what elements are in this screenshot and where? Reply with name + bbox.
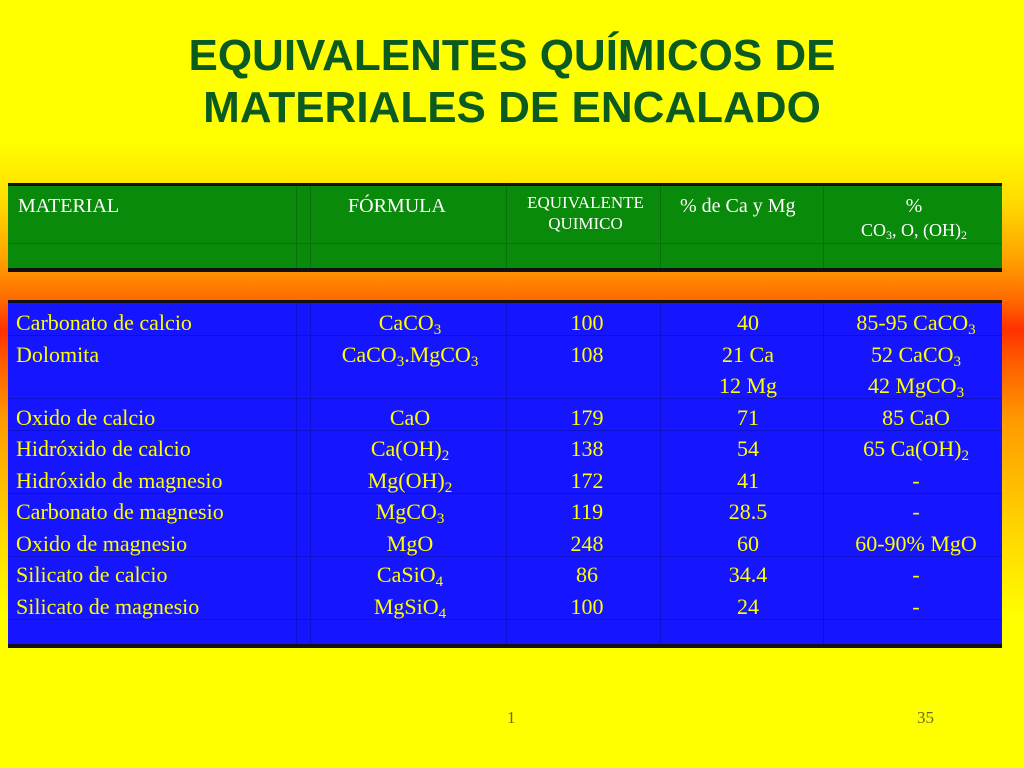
cell-material: Silicato de calcio <box>16 562 168 587</box>
cell-composition: - <box>912 562 920 587</box>
cell-composition: 85-95 CaCO$_3$ <box>856 310 976 338</box>
header-pct-ca-mg: % de Ca y Mg <box>680 195 796 217</box>
cell-pct-ca-mg: 12 Mg <box>718 373 778 398</box>
cell-equivalente <box>513 370 661 402</box>
cell-composition: 65 $Ca(OH)_2$ <box>863 436 969 464</box>
cell-formula: MgSiO$_4$ <box>373 593 447 622</box>
header-material: MATERIAL <box>18 195 120 217</box>
cell-composition: 85 CaO <box>882 404 950 430</box>
cell-composition: 52 CaCO$_3$ <box>871 341 961 370</box>
header-equivalente-line2: QUIMICO <box>548 214 623 233</box>
cell-material: Silicato de magnesio <box>16 593 200 619</box>
cell-equivalente: 138 <box>570 436 604 461</box>
grid-line <box>296 186 297 268</box>
materials-table <box>8 300 1002 648</box>
slide-number: 35 <box>917 708 934 727</box>
cell-composition: - <box>912 593 920 619</box>
cell-equivalente: 100 <box>570 593 604 619</box>
cell-formula: $Mg(OH)_2$ <box>367 467 453 496</box>
cell-equivalente: 119 <box>570 499 604 524</box>
cell-composition: - <box>912 467 920 493</box>
column-pct-ca-mg <box>673 307 823 622</box>
cell-pct-ca-mg: 71 <box>737 404 759 430</box>
cell-material: Oxido de magnesio <box>16 530 188 556</box>
header-equivalente-line1: EQUIVALENTE <box>527 193 644 212</box>
cell-equivalente: 179 <box>570 404 604 430</box>
grid-line <box>310 186 311 268</box>
title-line-2: MATERIALES DE ENCALADO <box>203 83 821 132</box>
header-pct-line1: % <box>905 195 923 217</box>
header-pct-line2: $CO_3$, O, $(OH)_2$ <box>860 220 967 242</box>
cell-equivalente: 248 <box>570 530 604 556</box>
cell-formula: CaCO$_3$ <box>378 310 442 338</box>
cell-equivalente: 100 <box>570 310 604 335</box>
cell-equivalente: 172 <box>570 467 604 493</box>
column-formula <box>310 307 510 622</box>
header-equivalente <box>508 192 663 234</box>
grid-line <box>823 303 824 644</box>
cell-material: Carbonato de magnesio <box>16 499 224 524</box>
cell-formula <box>310 370 510 402</box>
cell-equivalente: 86 <box>576 562 598 587</box>
cell-material: Dolomita <box>16 341 100 367</box>
cell-formula: CaSiO$_4$ <box>376 562 444 590</box>
cell-formula: $Ca(OH)_2$ <box>370 436 450 464</box>
cell-formula: MgO <box>386 530 434 556</box>
cell-equivalente: 108 <box>570 341 604 367</box>
cell-formula: CaCO$_3$.MgCO$_3$ <box>341 341 479 370</box>
cell-composition: - <box>912 499 920 524</box>
cell-material: Hidróxido de calcio <box>16 436 191 461</box>
cell-material: Oxido de calcio <box>16 404 156 430</box>
cell-pct-ca-mg: 40 <box>737 310 759 335</box>
cell-formula: CaO <box>389 404 431 430</box>
grid-line <box>506 186 507 268</box>
column-material <box>16 307 224 622</box>
cell-pct-ca-mg: 24 <box>737 593 759 619</box>
grid-line <box>296 303 297 644</box>
cell-material <box>16 370 224 402</box>
footer-left-number: 1 <box>507 708 516 727</box>
slide-title <box>0 30 1024 134</box>
cell-pct-ca-mg: 28.5 <box>728 499 768 524</box>
table-header <box>8 183 1002 272</box>
grid-line <box>823 186 824 268</box>
column-composition <box>828 307 1004 622</box>
cell-composition: 60-90% MgO <box>855 530 977 556</box>
cell-pct-ca-mg: 60 <box>737 530 759 556</box>
cell-pct-ca-mg: 54 <box>737 436 759 461</box>
cell-pct-ca-mg: 21 Ca <box>722 341 774 367</box>
header-formula: FÓRMULA <box>348 195 446 217</box>
cell-material: Hidróxido de magnesio <box>16 467 223 493</box>
header-pct-comp <box>826 194 1002 247</box>
cell-material: Carbonato de calcio <box>16 310 192 335</box>
column-equivalente <box>513 307 661 622</box>
cell-composition: 42 MgCO$_3$ <box>867 373 965 401</box>
cell-pct-ca-mg: 34.4 <box>728 562 768 587</box>
cell-formula: MgCO$_3$ <box>375 499 445 527</box>
title-line-1: EQUIVALENTES QUÍMICOS DE <box>188 31 836 80</box>
cell-pct-ca-mg: 41 <box>737 467 759 493</box>
